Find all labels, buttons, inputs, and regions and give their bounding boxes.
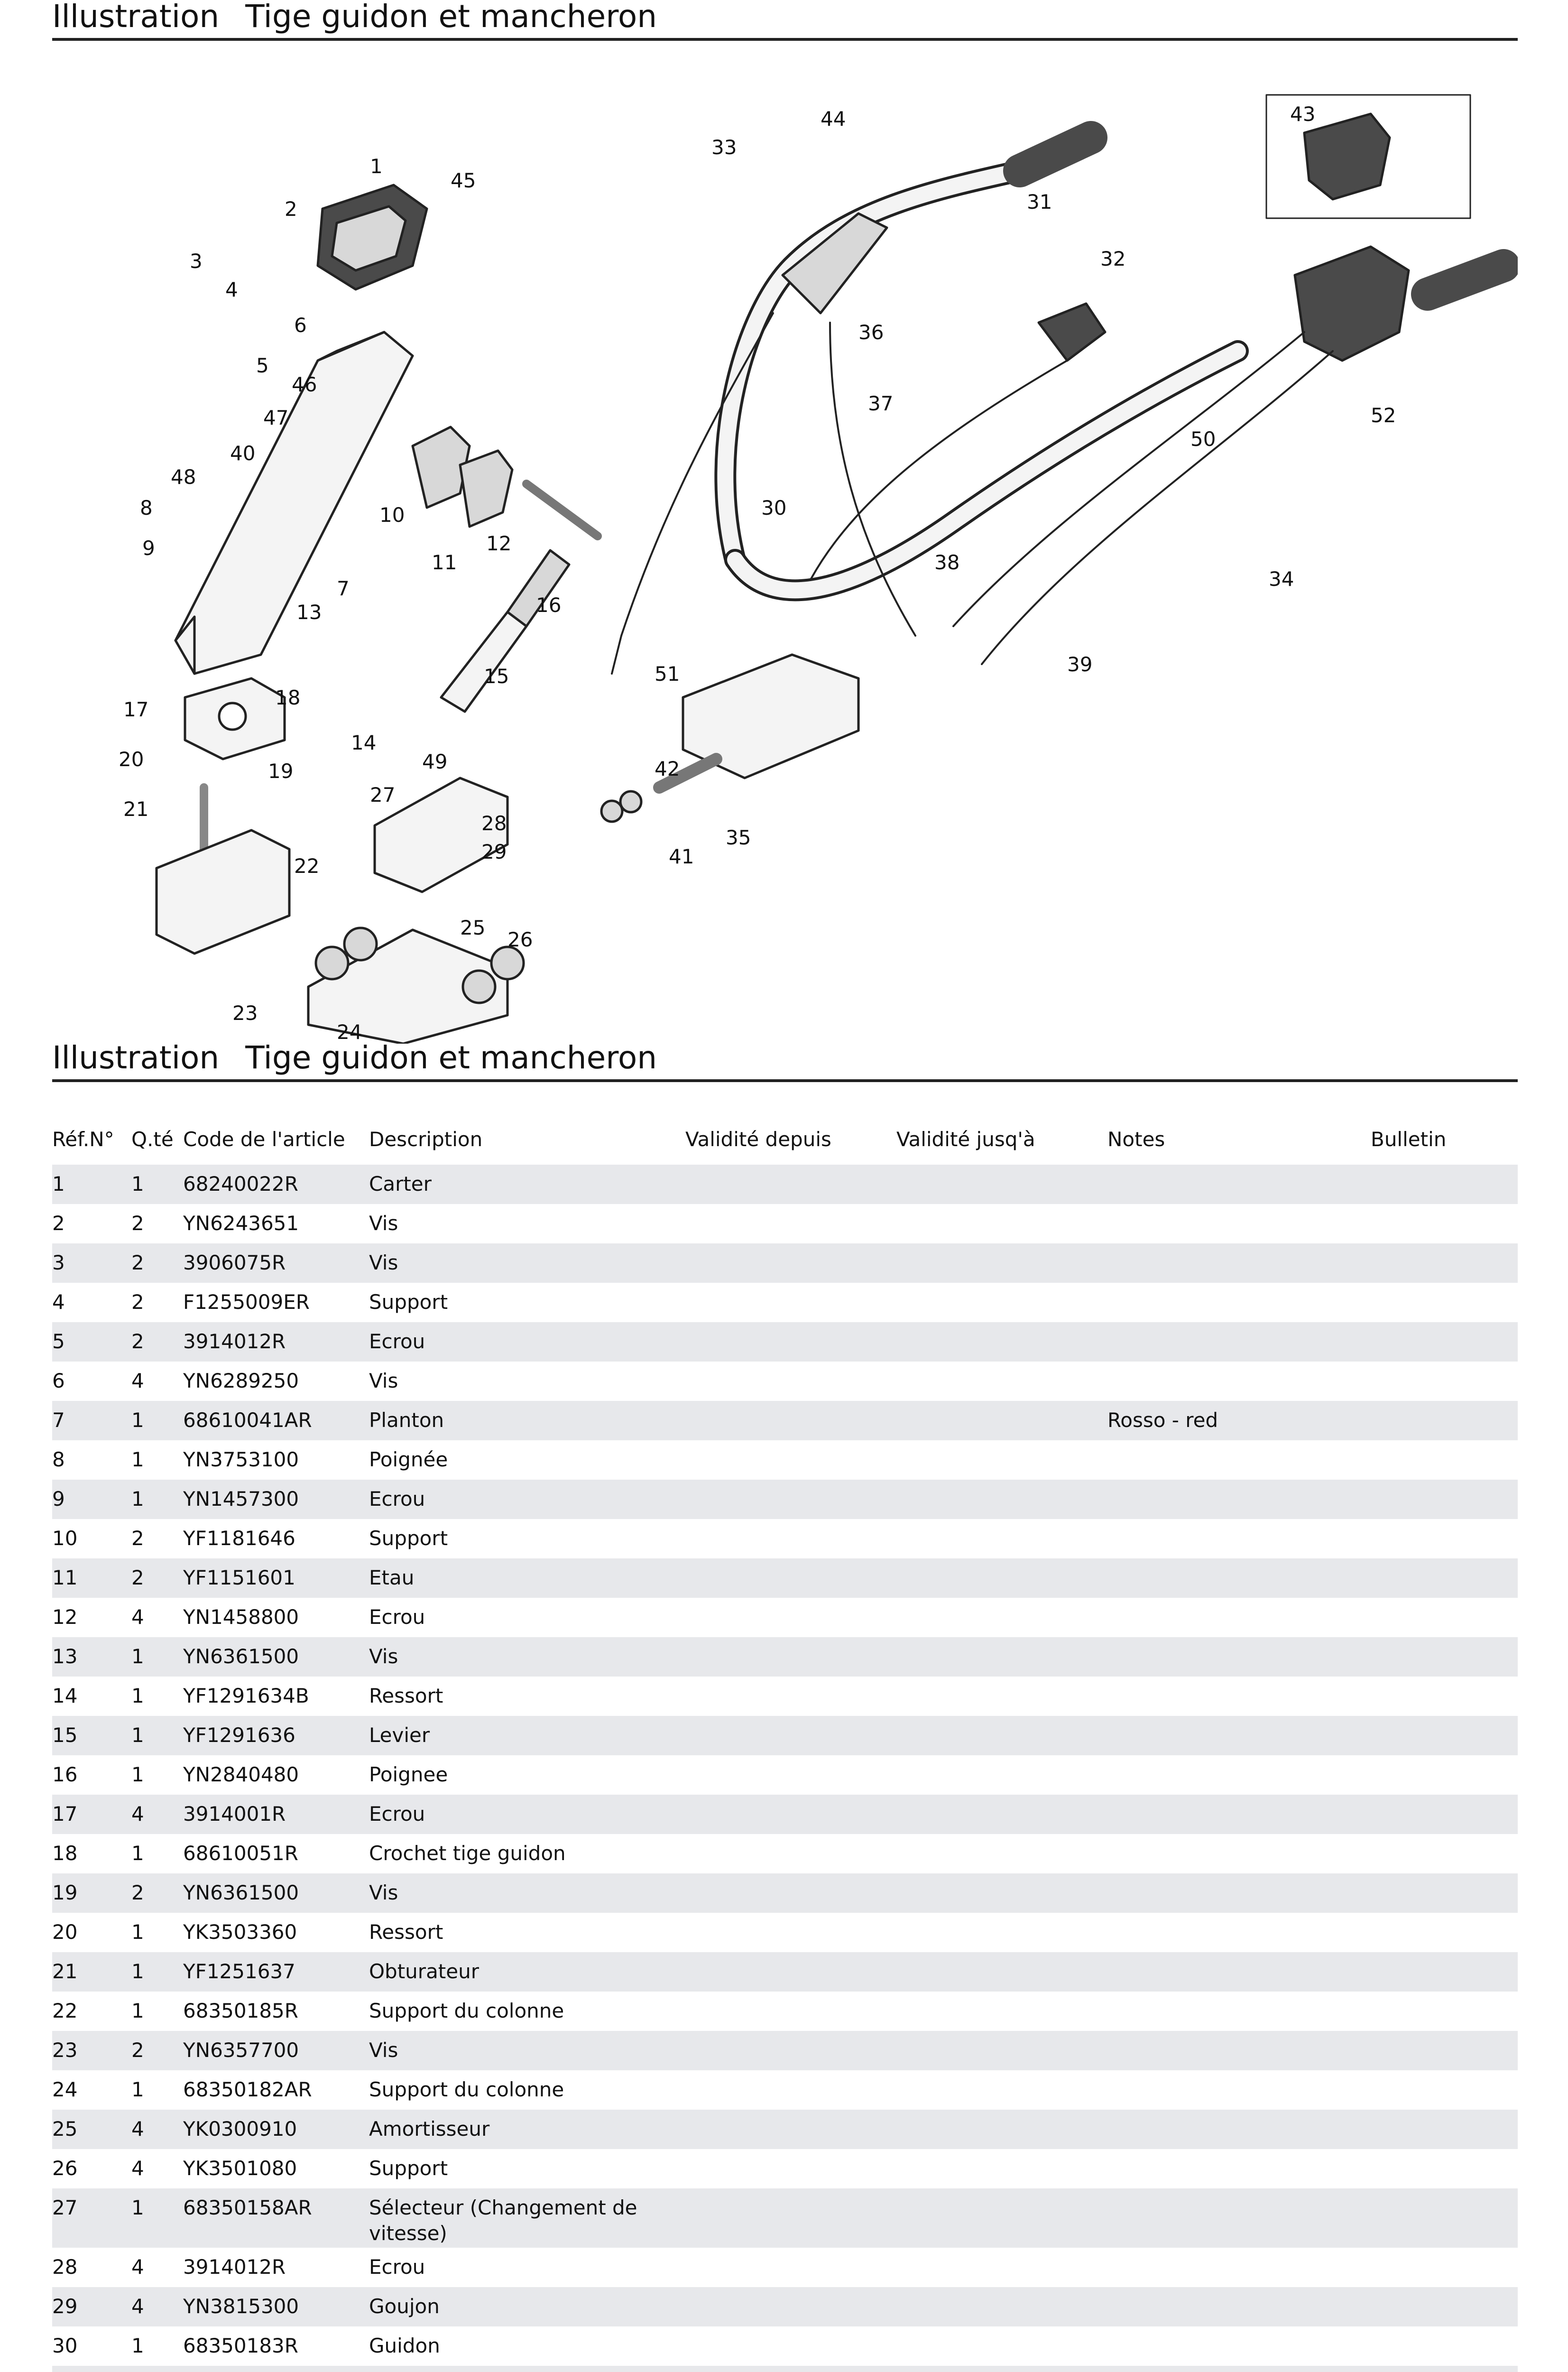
callout-47: 47 bbox=[263, 406, 289, 429]
callout-42: 42 bbox=[655, 757, 680, 780]
callout-49: 49 bbox=[422, 750, 448, 773]
cell-ref: 6 bbox=[52, 1369, 65, 1392]
cell-code: YN3815300 bbox=[183, 2295, 299, 2318]
table-row bbox=[52, 1677, 1518, 1716]
cell-ref: 9 bbox=[52, 1487, 65, 1510]
cell-code: YK3503360 bbox=[183, 1920, 297, 1944]
callout-9: 9 bbox=[142, 537, 155, 560]
cell-ref: 16 bbox=[52, 1763, 78, 1786]
table-row bbox=[52, 1322, 1518, 1362]
callout-29: 29 bbox=[481, 840, 507, 863]
cell-desc: Ecrou bbox=[369, 1802, 425, 1825]
table-row bbox=[52, 1440, 1518, 1480]
cell-code: 68350182AR bbox=[183, 2078, 312, 2101]
callout-37: 37 bbox=[868, 392, 894, 415]
table-row bbox=[52, 1795, 1518, 1834]
callout-43: 43 bbox=[1290, 102, 1316, 126]
cell-desc: Crochet tige guidon bbox=[369, 1842, 566, 1865]
cell-code: YF1181646 bbox=[183, 1527, 295, 1550]
cell-qty: 1 bbox=[131, 2078, 144, 2101]
section-heading bbox=[52, 0, 1518, 41]
callout-4: 4 bbox=[225, 278, 238, 301]
cell-desc: Vis bbox=[369, 1881, 398, 1904]
cell-qty: 4 bbox=[131, 2157, 144, 2180]
cell-qty: 1 bbox=[131, 2334, 144, 2357]
cell-desc: Ressort bbox=[369, 1684, 443, 1707]
column-header-valid-to: Validité jusq'à bbox=[896, 1128, 1035, 1151]
table-row bbox=[52, 1558, 1518, 1598]
cell-ref: 21 bbox=[52, 1960, 78, 1983]
table-row bbox=[52, 2110, 1518, 2149]
callout-22: 22 bbox=[294, 854, 320, 878]
table-row bbox=[52, 2366, 1518, 2372]
cell-ref: 2 bbox=[52, 1212, 65, 1235]
callout-20: 20 bbox=[119, 748, 144, 771]
cell-desc: Planton bbox=[369, 1408, 444, 1432]
callout-33: 33 bbox=[711, 136, 737, 159]
cell-code: YN1457300 bbox=[183, 1487, 299, 1510]
callout-19: 19 bbox=[268, 760, 294, 783]
cell-ref: 26 bbox=[52, 2157, 78, 2180]
cell-code: 68350185R bbox=[183, 1999, 298, 2022]
cell-notes: Rosso - red bbox=[1107, 1408, 1218, 1432]
cell-code: YN1458800 bbox=[183, 1605, 299, 1629]
callout-38: 38 bbox=[934, 551, 960, 574]
section-title: Tige guidon et mancheron bbox=[245, 0, 657, 35]
table-row bbox=[52, 1362, 1518, 1401]
cell-code: YN6243651 bbox=[183, 1212, 299, 1235]
callout-3: 3 bbox=[190, 250, 203, 273]
callout-50: 50 bbox=[1190, 427, 1216, 451]
cell-qty: 4 bbox=[131, 2255, 144, 2279]
cell-desc: Support bbox=[369, 1527, 448, 1550]
cell-qty: 4 bbox=[131, 1605, 144, 1629]
column-header-code: Code de l'article bbox=[183, 1128, 345, 1151]
callout-31: 31 bbox=[1027, 190, 1052, 213]
table-row bbox=[52, 2149, 1518, 2188]
cell-code: 68610041AR bbox=[183, 1408, 312, 1432]
diagram-svg bbox=[52, 66, 1518, 1044]
callout-40: 40 bbox=[230, 442, 256, 465]
section-heading bbox=[52, 1041, 1518, 1082]
table-row bbox=[52, 1283, 1518, 1322]
callout-24: 24 bbox=[337, 1020, 362, 1044]
cell-qty: 1 bbox=[131, 2196, 144, 2219]
callout-6: 6 bbox=[294, 314, 307, 337]
cell-qty: 1 bbox=[131, 1448, 144, 1471]
callout-27: 27 bbox=[370, 783, 396, 806]
table-row bbox=[52, 1598, 1518, 1637]
table-row bbox=[52, 1480, 1518, 1519]
callout-36: 36 bbox=[858, 321, 884, 344]
cell-ref: 8 bbox=[52, 1448, 65, 1471]
column-header-bulletin: Bulletin bbox=[1371, 1128, 1447, 1151]
callout-28: 28 bbox=[481, 812, 507, 835]
callout-21: 21 bbox=[123, 797, 149, 821]
cell-ref: 1 bbox=[52, 1172, 65, 1195]
cell-qty: 1 bbox=[131, 1920, 144, 1944]
cell-ref: 24 bbox=[52, 2078, 78, 2101]
table-row bbox=[52, 1873, 1518, 1913]
table-row bbox=[52, 1165, 1518, 1204]
cell-desc: Support bbox=[369, 2157, 448, 2180]
table-row bbox=[52, 2031, 1518, 2070]
cell-desc: Sélecteur (Changement de vitesse) bbox=[369, 2196, 637, 2245]
cell-ref: 19 bbox=[52, 1881, 78, 1904]
table-row bbox=[52, 2287, 1518, 2326]
cell-qty: 4 bbox=[131, 1369, 144, 1392]
cell-desc: Vis bbox=[369, 1212, 398, 1235]
callout-25: 25 bbox=[460, 916, 486, 939]
callout-10: 10 bbox=[379, 503, 405, 527]
cell-desc: Etau bbox=[369, 1566, 415, 1589]
cell-ref: 7 bbox=[52, 1408, 65, 1432]
callout-48: 48 bbox=[171, 465, 196, 489]
cell-desc: Ecrou bbox=[369, 2255, 425, 2279]
cell-ref: 5 bbox=[52, 1330, 65, 1353]
illustration-label: Illustration bbox=[52, 1039, 220, 1076]
cell-ref: 27 bbox=[52, 2196, 78, 2219]
callout-51: 51 bbox=[655, 662, 680, 686]
callout-32: 32 bbox=[1100, 247, 1126, 270]
cell-code: 68350183R bbox=[183, 2334, 298, 2357]
cell-code: YK0300910 bbox=[183, 2117, 297, 2140]
callout-17: 17 bbox=[123, 698, 149, 721]
cell-code: 3906075R bbox=[183, 1251, 286, 1274]
cell-qty: 4 bbox=[131, 2295, 144, 2318]
cell-qty: 2 bbox=[131, 1330, 144, 1353]
callout-1: 1 bbox=[370, 155, 383, 178]
cell-qty: 1 bbox=[131, 1684, 144, 1707]
callout-12: 12 bbox=[486, 532, 512, 555]
cell-desc: Poignée bbox=[369, 1448, 448, 1471]
cell-ref: 20 bbox=[52, 1920, 78, 1944]
cell-desc: Amortisseur bbox=[369, 2117, 490, 2140]
table-row bbox=[52, 1519, 1518, 1558]
cell-ref: 25 bbox=[52, 2117, 78, 2140]
cell-qty: 2 bbox=[131, 1212, 144, 1235]
table-row bbox=[52, 1913, 1518, 1952]
cell-code: 3914001R bbox=[183, 1802, 286, 1825]
callout-18: 18 bbox=[275, 686, 301, 709]
callout-30: 30 bbox=[761, 496, 787, 519]
callout-35: 35 bbox=[726, 826, 751, 849]
callout-15: 15 bbox=[484, 665, 509, 688]
cell-ref: 12 bbox=[52, 1605, 78, 1629]
table-row bbox=[52, 1243, 1518, 1283]
table-header-row bbox=[52, 1117, 1518, 1160]
cell-code: YK3501080 bbox=[183, 2157, 297, 2180]
callout-26: 26 bbox=[507, 928, 533, 951]
cell-code: YF1151601 bbox=[183, 1566, 295, 1589]
cell-code: 68610051R bbox=[183, 1842, 298, 1865]
cell-desc: Vis bbox=[369, 1251, 398, 1274]
cell-ref: 14 bbox=[52, 1684, 78, 1707]
cell-qty: 1 bbox=[131, 1999, 144, 2022]
exploded-parts-diagram bbox=[52, 66, 1518, 1044]
callout-52: 52 bbox=[1371, 404, 1396, 427]
cell-desc: Obturateur bbox=[369, 1960, 480, 1983]
table-row bbox=[52, 1401, 1518, 1440]
cell-code: YF1251637 bbox=[183, 1960, 295, 1983]
cell-desc: Ecrou bbox=[369, 1605, 425, 1629]
cell-ref: 4 bbox=[52, 1290, 65, 1314]
column-header-qty: Q.té bbox=[131, 1128, 174, 1151]
cell-ref: 11 bbox=[52, 1566, 78, 1589]
cell-desc: Goujon bbox=[369, 2295, 440, 2318]
cell-ref: 15 bbox=[52, 1723, 78, 1747]
cell-qty: 2 bbox=[131, 1881, 144, 1904]
cell-ref: 3 bbox=[52, 1251, 65, 1274]
cell-ref: 18 bbox=[52, 1842, 78, 1865]
cell-qty: 2 bbox=[131, 1566, 144, 1589]
callout-11: 11 bbox=[432, 551, 457, 574]
cell-ref: 29 bbox=[52, 2295, 78, 2318]
cell-qty: 2 bbox=[131, 1527, 144, 1550]
table-row bbox=[52, 1204, 1518, 1243]
callout-34: 34 bbox=[1269, 567, 1294, 591]
callout-16: 16 bbox=[536, 593, 562, 617]
cell-ref: 10 bbox=[52, 1527, 78, 1550]
table-row bbox=[52, 1755, 1518, 1795]
cell-qty: 2 bbox=[131, 2038, 144, 2062]
cell-qty: 4 bbox=[131, 2117, 144, 2140]
cell-qty: 2 bbox=[131, 1251, 144, 1274]
cell-code: YN6361500 bbox=[183, 1881, 299, 1904]
callout-13: 13 bbox=[296, 601, 322, 624]
cell-qty: 1 bbox=[131, 1487, 144, 1510]
table-row bbox=[52, 1716, 1518, 1755]
cell-code: YN3753100 bbox=[183, 1448, 299, 1471]
cell-code: 3914012R bbox=[183, 1330, 286, 1353]
section-title: Tige guidon et mancheron bbox=[245, 1039, 657, 1076]
cell-desc: Vis bbox=[369, 2038, 398, 2062]
cell-code: 68350158AR bbox=[183, 2196, 312, 2219]
table-row bbox=[52, 2248, 1518, 2287]
cell-code: YF1291636 bbox=[183, 1723, 295, 1747]
cell-qty: 1 bbox=[131, 1960, 144, 1983]
cell-code: YN2840480 bbox=[183, 1763, 299, 1786]
cell-desc: Ecrou bbox=[369, 1487, 425, 1510]
cell-code: YN6361500 bbox=[183, 1645, 299, 1668]
cell-code: YF1291634B bbox=[183, 1684, 309, 1707]
column-header-ref: Réf.N° bbox=[52, 1128, 114, 1151]
cell-desc: Carter bbox=[369, 1172, 432, 1195]
table-row bbox=[52, 1637, 1518, 1677]
column-header-description: Description bbox=[369, 1128, 483, 1151]
callout-5: 5 bbox=[256, 354, 269, 377]
table-row bbox=[52, 1992, 1518, 2031]
callout-41: 41 bbox=[669, 845, 694, 868]
callout-39: 39 bbox=[1067, 653, 1093, 676]
callout-23: 23 bbox=[232, 1001, 258, 1025]
table-row bbox=[52, 2188, 1518, 2248]
cell-desc: Guidon bbox=[369, 2334, 440, 2357]
cell-code: 3914012R bbox=[183, 2255, 286, 2279]
cell-desc: Support bbox=[369, 1290, 448, 1314]
cell-code: YN6289250 bbox=[183, 1369, 299, 1392]
table-row bbox=[52, 1834, 1518, 1873]
column-header-valid-from: Validité depuis bbox=[685, 1128, 831, 1151]
cell-desc: Vis bbox=[369, 1645, 398, 1668]
cell-code: YN6357700 bbox=[183, 2038, 299, 2062]
cell-qty: 4 bbox=[131, 1802, 144, 1825]
callout-8: 8 bbox=[140, 496, 153, 519]
cell-qty: 1 bbox=[131, 1172, 144, 1195]
table-row bbox=[52, 1952, 1518, 1992]
cell-desc: Vis bbox=[369, 1369, 398, 1392]
cell-ref: 30 bbox=[52, 2334, 78, 2357]
cell-ref: 22 bbox=[52, 1999, 78, 2022]
cell-ref: 28 bbox=[52, 2255, 78, 2279]
cell-ref: 17 bbox=[52, 1802, 78, 1825]
cell-qty: 1 bbox=[131, 1763, 144, 1786]
illustration-label: Illustration bbox=[52, 0, 220, 35]
cell-qty: 1 bbox=[131, 1842, 144, 1865]
table-row bbox=[52, 2326, 1518, 2366]
cell-desc: Ecrou bbox=[369, 1330, 425, 1353]
cell-code: 68240022R bbox=[183, 1172, 298, 1195]
cell-ref: 23 bbox=[52, 2038, 78, 2062]
cell-qty: 1 bbox=[131, 1645, 144, 1668]
callout-14: 14 bbox=[351, 731, 377, 754]
cell-code: F1255009ER bbox=[183, 1290, 310, 1314]
callout-46: 46 bbox=[292, 373, 317, 396]
callout-45: 45 bbox=[451, 169, 476, 192]
cell-desc: Support du colonne bbox=[369, 2078, 564, 2101]
cell-desc: Poignee bbox=[369, 1763, 448, 1786]
cell-ref: 13 bbox=[52, 1645, 78, 1668]
callout-44: 44 bbox=[821, 107, 846, 130]
callout-2: 2 bbox=[285, 197, 297, 221]
table-row bbox=[52, 2070, 1518, 2110]
cell-qty: 1 bbox=[131, 1408, 144, 1432]
cell-desc: Support du colonne bbox=[369, 1999, 564, 2022]
cell-desc: Levier bbox=[369, 1723, 430, 1747]
cell-qty: 2 bbox=[131, 1290, 144, 1314]
column-header-notes: Notes bbox=[1107, 1128, 1165, 1151]
cell-desc: Ressort bbox=[369, 1920, 443, 1944]
cell-qty: 1 bbox=[131, 1723, 144, 1747]
callout-7: 7 bbox=[337, 577, 350, 600]
